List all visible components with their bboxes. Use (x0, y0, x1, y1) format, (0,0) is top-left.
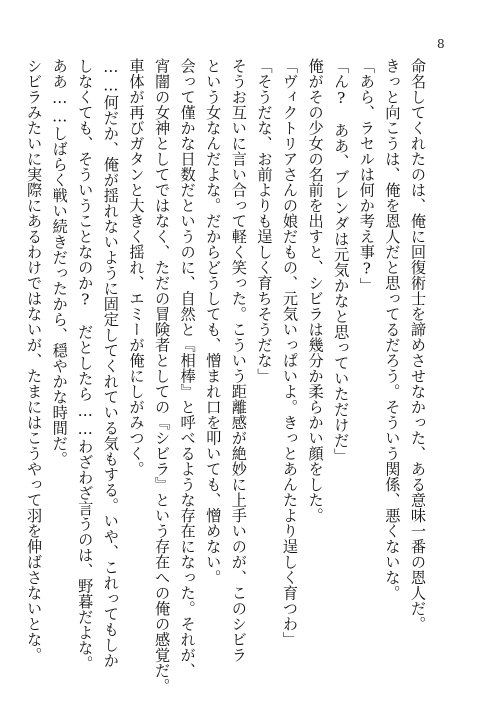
text-line: 車体が再びガタンと大きく揺れ、エミーが俺にしがみつく。 (127, 58, 146, 477)
text-line: そうお互いに言い合って軽く笑った。こういう距離感が絶妙に上手いのが、このシビラ (229, 58, 248, 663)
text-line: きっと向こうは、俺を恩人だと思ってるだろう。そういう関係、悪くないな。 (383, 58, 402, 601)
text-line: ああ……しばらく戦い続きだったから、穏やかな時間だ。 (50, 58, 69, 467)
text-line: という女なんだよな。だからどうしても、憎まれ口を叩いても、憎めない。 (204, 58, 223, 585)
text-line: 「ヴィクトリアさんの娘だもの、元気いっぱいよ。きっとあんたより逞しく育つわ」 (281, 58, 300, 647)
text-line: 「そうだな、お前よりも逞しく育ちそうだな」 (255, 58, 274, 384)
text-line: 「あら、ラセルは何か考え事?」 (357, 58, 376, 294)
text-line: しなくても、そういうことなのか? だとしたら……わざわざ言うのは、野暮だよな。 (76, 58, 95, 671)
text-line: 会って僅かな日数だというのに、自然と『相棒』と呼べるような存在になった。それが、 (178, 58, 197, 678)
text-line: ……何だか、俺が揺れないように固定してくれている気もする。いや、これってもしか (101, 58, 120, 669)
page-number: 8 (437, 37, 445, 51)
text-line: 「ん? ああ、ブレンダは元気かなと思っていただけだ」 (332, 58, 351, 464)
text-line: シビラみたいに実際にあるわけではないが、たまにはこうやって羽を伸ばさないとな。 (25, 58, 44, 663)
vertical-text-body (21, 58, 431, 694)
text-line: 宵闇の女神としてではなく、ただの冒険者としての『シビラ』という存在への俺の感覚だ。 (153, 58, 172, 694)
text-line: 俺がその少女の名前を出すと、シビラは幾分か柔らかい顔をした。 (306, 58, 325, 523)
text-line: 命名してくれたのは、俺に回復術士を諦めさせなかった、ある意味一番の恩人だ。 (409, 58, 427, 632)
